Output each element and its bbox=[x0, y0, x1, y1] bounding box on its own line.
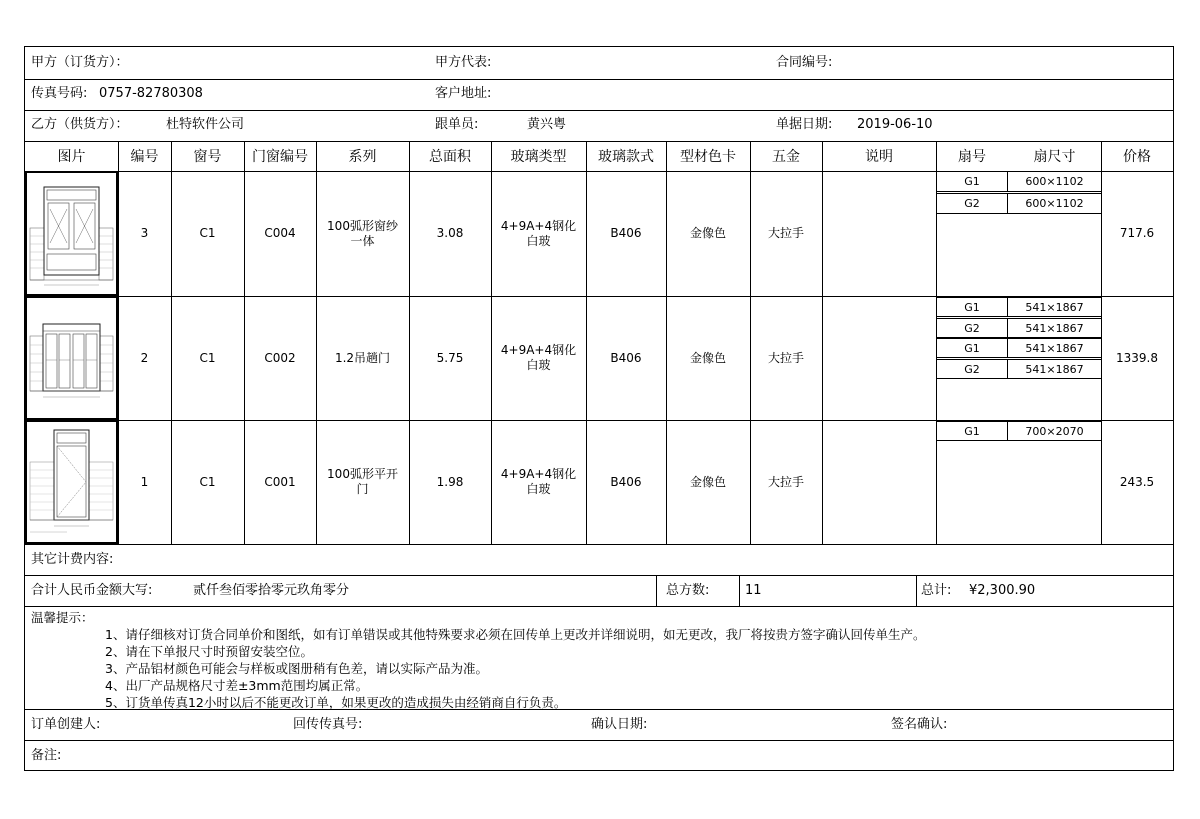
row-price: 243.5 bbox=[1119, 474, 1155, 489]
sash-divider bbox=[936, 213, 1102, 214]
row-no: 3 bbox=[140, 226, 149, 240]
row-no: 2 bbox=[140, 350, 149, 365]
notice-title: 温馨提示： bbox=[31, 610, 94, 625]
row-divider bbox=[25, 110, 1173, 111]
sash-id: G1 bbox=[964, 424, 980, 438]
sash-id-cell bbox=[936, 338, 1008, 358]
row-series: 1.2吊趟门 bbox=[334, 350, 391, 365]
col-header-color: 型材色卡 bbox=[680, 149, 736, 165]
total-sqm-label: 总方数: bbox=[666, 583, 710, 598]
door-drawing-image bbox=[25, 296, 118, 420]
row-note bbox=[822, 420, 936, 544]
fax-label: 传真号码: bbox=[31, 86, 88, 101]
sash-id-cell bbox=[936, 297, 1008, 317]
sash-id: G1 bbox=[964, 300, 980, 314]
row-area: 5.75 bbox=[436, 350, 464, 365]
party-a-label: 甲方（订货方）： bbox=[31, 55, 129, 70]
sash-size: 541×1867 bbox=[1025, 321, 1084, 335]
col-header-sash-size: 扇尺寸 bbox=[1033, 149, 1076, 165]
sash-id-cell bbox=[936, 318, 1008, 338]
sash-size: 541×1867 bbox=[1025, 300, 1084, 314]
other-fees-label: 其它计费内容: bbox=[31, 552, 114, 567]
col-header-series: 系列 bbox=[348, 149, 377, 165]
row-area: 3.08 bbox=[436, 226, 464, 240]
party-b-label: 乙方（供货方）： bbox=[31, 117, 129, 132]
contract-no-label: 合同编号: bbox=[776, 55, 833, 70]
col-header-code: 门窗编号 bbox=[252, 149, 308, 165]
sash-size-cell bbox=[1007, 318, 1102, 338]
sash-size: 541×1867 bbox=[1025, 362, 1084, 376]
col-header-area: 总面积 bbox=[429, 149, 471, 165]
amount-words-label: 合计人民币金额大写: bbox=[31, 583, 153, 598]
row-note bbox=[822, 171, 936, 296]
row-code: C002 bbox=[264, 350, 296, 365]
row-color: 金像色 bbox=[689, 350, 726, 365]
sash-id: G1 bbox=[964, 341, 980, 355]
sash-id: G2 bbox=[964, 362, 980, 376]
col-divider bbox=[491, 141, 492, 544]
row-code: C004 bbox=[264, 226, 296, 240]
confirm-date-label: 确认日期: bbox=[591, 717, 648, 732]
sash-id-cell bbox=[936, 359, 1008, 379]
total-sqm-value: 11 bbox=[745, 583, 762, 598]
row-no: 1 bbox=[140, 474, 149, 489]
notice-item: 5、订货单传真12小时以后不能更改订单，如果更改的造成损失由经销商自行负责。 bbox=[105, 695, 567, 709]
row-glass-type: 4+9A+4钢化白玻 bbox=[500, 218, 577, 248]
row-divider bbox=[25, 740, 1173, 741]
row-hardware: 大拉手 bbox=[767, 226, 804, 240]
sash-id: G1 bbox=[964, 175, 980, 188]
fax-value: 0757-82780308 bbox=[99, 86, 203, 101]
total-label: 总计: bbox=[921, 583, 952, 598]
row-series: 100弧形窗纱一体 bbox=[327, 218, 398, 248]
row-series: 100弧形平开门 bbox=[327, 467, 398, 496]
date-value: 2019-06-10 bbox=[857, 117, 933, 132]
row-hardware: 大拉手 bbox=[767, 474, 804, 489]
return-fax-label: 回传传真号: bbox=[293, 717, 363, 732]
row-price: 717.6 bbox=[1119, 226, 1155, 240]
row-price: 1339.8 bbox=[1116, 350, 1158, 365]
col-divider bbox=[916, 575, 917, 606]
sash-size-cell bbox=[1007, 359, 1102, 379]
amount-words-value: 贰仟叁佰零拾零元玖角零分 bbox=[193, 583, 350, 598]
col-divider bbox=[739, 575, 740, 606]
row-glass-type: 4+9A+4钢化白玻 bbox=[500, 343, 577, 372]
sash-size-cell bbox=[1007, 338, 1102, 358]
notice-item: 4、出厂产品规格尺寸差±3mm范围均属正常。 bbox=[105, 678, 369, 693]
col-header-window: 窗号 bbox=[193, 149, 222, 165]
sash-size-cell bbox=[1007, 193, 1102, 214]
row-window: C1 bbox=[199, 350, 216, 365]
row-hardware: 大拉手 bbox=[767, 350, 804, 365]
notice-item: 1、请仔细核对订货合同单价和图纸，如有订单错误或其他特殊要求必须在回传单上更改并详细说明，如无更改，我厂将按贵方签字确认回传单生产。 bbox=[105, 627, 926, 642]
sash-id-cell bbox=[936, 171, 1008, 192]
row-window: C1 bbox=[199, 474, 216, 489]
customer-address-label: 客户地址: bbox=[435, 86, 492, 101]
row-window: C1 bbox=[199, 226, 216, 240]
party-a-rep-label: 甲方代表: bbox=[435, 55, 492, 70]
row-color: 金像色 bbox=[689, 226, 726, 240]
col-header-sash-no: 扇号 bbox=[958, 149, 986, 165]
row-area: 1.98 bbox=[436, 474, 464, 489]
col-divider bbox=[316, 141, 317, 544]
door-drawing-image bbox=[25, 420, 118, 544]
col-header-glass-type: 玻璃类型 bbox=[510, 149, 567, 165]
date-label: 单据日期: bbox=[776, 117, 833, 132]
door-drawing-image bbox=[25, 171, 118, 296]
sash-size: 700×2070 bbox=[1025, 424, 1084, 438]
sash-id-cell bbox=[936, 193, 1008, 214]
sash-size: 541×1867 bbox=[1025, 341, 1084, 355]
signature-label: 签名确认: bbox=[891, 717, 948, 732]
row-glass-style: B406 bbox=[610, 226, 642, 240]
sash-size-cell bbox=[1007, 421, 1102, 441]
col-header-note: 说明 bbox=[865, 149, 893, 165]
sash-size-cell bbox=[1007, 297, 1102, 317]
sash-id-cell bbox=[936, 421, 1008, 441]
notice-item: 3、产品铝材颜色可能会与样板或图册稍有色差，请以实际产品为准。 bbox=[105, 661, 488, 676]
notice-item: 2、请在下单报尺寸时预留安装空位。 bbox=[105, 644, 313, 659]
sash-id: G2 bbox=[964, 321, 980, 335]
col-header-no: 编号 bbox=[130, 149, 159, 165]
col-header-image: 图片 bbox=[57, 149, 86, 165]
row-glass-style: B406 bbox=[610, 350, 642, 365]
sash-size: 600×1102 bbox=[1025, 175, 1084, 188]
row-glass-style: B406 bbox=[610, 474, 642, 489]
row-glass-type: 4+9A+4钢化白玻 bbox=[500, 467, 577, 496]
party-b-value: 杜特软件公司 bbox=[166, 117, 245, 132]
row-note bbox=[822, 296, 936, 420]
follower-label: 跟单员: bbox=[435, 117, 479, 132]
creator-label: 订单创建人: bbox=[31, 717, 101, 732]
total-value: ¥2,300.90 bbox=[969, 583, 1036, 598]
col-header-hardware: 五金 bbox=[772, 149, 800, 165]
row-color: 金像色 bbox=[689, 474, 726, 489]
sash-id: G2 bbox=[964, 197, 980, 210]
remarks-label: 备注: bbox=[31, 748, 62, 763]
row-divider bbox=[25, 709, 1173, 710]
row-code: C001 bbox=[264, 474, 296, 489]
col-header-glass-style: 玻璃款式 bbox=[598, 149, 654, 165]
col-header-price: 价格 bbox=[1123, 149, 1151, 165]
row-divider bbox=[25, 575, 1173, 576]
col-divider bbox=[656, 575, 657, 606]
order-sheet bbox=[24, 46, 1174, 771]
row-divider bbox=[25, 79, 1173, 80]
follower-value: 黄兴粤 bbox=[527, 117, 567, 132]
sash-size-cell bbox=[1007, 171, 1102, 192]
sash-size: 600×1102 bbox=[1025, 197, 1084, 210]
row-divider bbox=[25, 544, 1173, 545]
notice-section bbox=[25, 606, 1173, 709]
